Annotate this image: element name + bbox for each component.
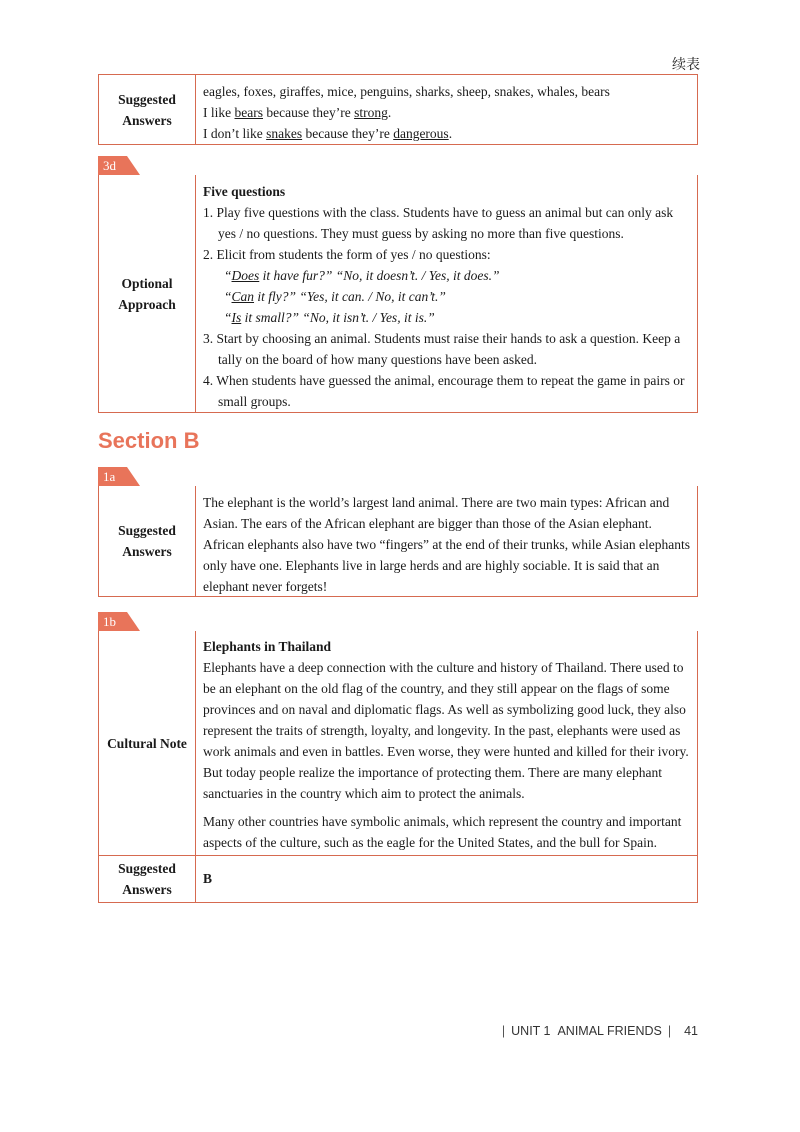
dislike-sentence: I don’t like snakes because they’re dangerous. bbox=[203, 126, 453, 141]
step-1: 1. Play five questions with the class. Students have to guess an animal but can only ask yes / no questions. They must guess by asking no more than five questions. bbox=[203, 205, 674, 241]
continued-label: 续表 bbox=[672, 57, 700, 73]
tab-1a: 1a bbox=[98, 467, 127, 486]
like-sentence: I like bears because they’re strong. bbox=[203, 105, 392, 120]
animal-list: eagles, foxes, giraffes, mice, penguins, sharks, sheep, snakes, whales, bears bbox=[203, 84, 610, 99]
divider: | bbox=[667, 1024, 672, 1038]
page-number: 41 bbox=[684, 1024, 698, 1038]
row-label: Suggested Answers bbox=[99, 856, 196, 902]
unit-label: UNIT 1 bbox=[511, 1024, 551, 1038]
row-label: Cultural Note bbox=[99, 631, 196, 855]
question-is: “Is it small?” “No, it isn’t. / Yes, it is.” bbox=[224, 310, 435, 325]
elephant-answer-text: The elephant is the world’s largest land animal. There are two main types: African and Asian. The ears of the African elephant are bigger than those of the Asian elephant. African elephants also have two “fingers” at the end of their trunks, while Asian elephants only have one. Elephants live in large herds and are highly sociable. It is said that an elephant never forgets! bbox=[203, 495, 690, 594]
tab-1b: 1b bbox=[98, 612, 127, 631]
cultural-note-table bbox=[98, 631, 698, 903]
approach-title: Five questions bbox=[203, 184, 286, 199]
question-can: “Can it fly?” “Yes, it can. / No, it can’t.” bbox=[224, 289, 446, 304]
tab-3d: 3d bbox=[98, 156, 127, 175]
answer-value: B bbox=[203, 871, 213, 886]
note-paragraph-1: Elephants have a deep connection with the culture and history of Thailand. There used to be an elephant on the old flag of the country, and they still appear on the flags of some provinces and on naval and diplomatic flags. As well as symbolizing good luck, they also represent the traits of strength, loyalty, and longevity. In the past, elephants were used as work animals and even in battles. Even worse, they were hunted and killed for their ivory. But today people realize the importance of protecting them. There are many elephant sanctuaries in the country which aim to protect the animals. bbox=[203, 660, 689, 801]
page-footer bbox=[496, 1024, 698, 1038]
note-title: Elephants in Thailand bbox=[203, 639, 332, 654]
row-label: Optional Approach bbox=[99, 175, 196, 412]
suggested-answers-table-top bbox=[98, 74, 698, 145]
divider: | bbox=[501, 1024, 506, 1038]
answers-cell bbox=[196, 75, 697, 144]
elephant-answers-table bbox=[98, 486, 698, 597]
optional-approach-table bbox=[98, 175, 698, 413]
unit-title: ANIMAL FRIENDS bbox=[557, 1024, 662, 1038]
row-label: Suggested Answers bbox=[99, 75, 196, 144]
step-3: 3. Start by choosing an animal. Students must raise their hands to ask a question. Keep a tally on the board of how many questions have been asked. bbox=[203, 331, 681, 367]
step-4: 4. When students have guessed the animal, encourage them to repeat the game in pairs or small groups. bbox=[203, 373, 685, 409]
approach-cell bbox=[196, 175, 697, 412]
question-does: “Does it have fur?” “No, it doesn’t. / Yes, it does.” bbox=[224, 268, 500, 283]
row-label: Suggested Answers bbox=[99, 486, 196, 596]
step-2: 2. Elicit from students the form of yes / no questions: bbox=[203, 247, 491, 262]
note-paragraph-2: Many other countries have symbolic animals, which represent the country and important aspects of the culture, such as the eagle for the United States, and the bull for Spain. bbox=[203, 814, 682, 850]
cultural-note-cell bbox=[196, 631, 697, 855]
section-title: Section B bbox=[98, 428, 200, 453]
